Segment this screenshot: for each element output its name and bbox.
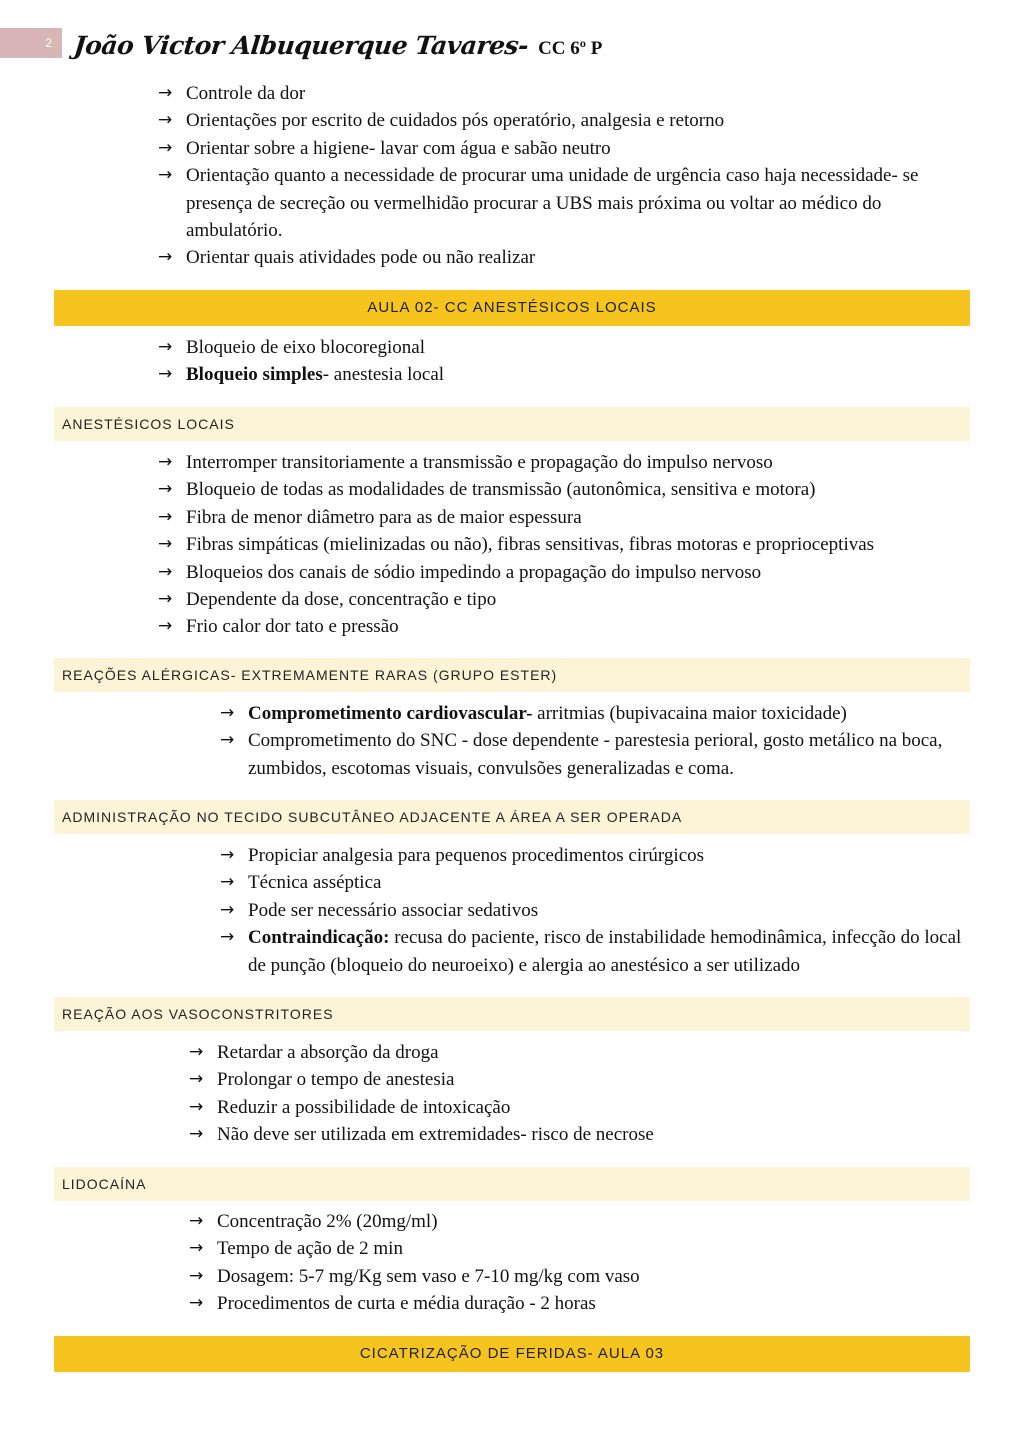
arrow-right-icon: →: [158, 165, 173, 186]
list-item: → Concentração 2% (20mg/ml): [189, 1208, 968, 1235]
intro-list: [158, 80, 968, 272]
arrow-right-icon: →: [158, 506, 173, 527]
arrow-right-icon: →: [220, 845, 235, 865]
arrow-right-icon: →: [189, 1238, 204, 1259]
list-item: → Retardar a absorção da droga: [189, 1039, 968, 1066]
list-item: → Pode ser necessário associar sedativos: [220, 897, 968, 924]
arrow-right-icon: →: [158, 616, 173, 637]
list-item: → Orientar quais atividades pode ou não realizar: [158, 244, 968, 271]
section-header-vasoconstritores: REAÇÃO AOS VASOCONSTRITORES: [54, 997, 970, 1031]
list-item: → Técnica asséptica: [220, 869, 968, 896]
arrow-right-icon: →: [158, 364, 173, 385]
course-label: CC 6º P: [538, 38, 603, 59]
arrow-right-icon: →: [158, 452, 173, 472]
list-item: → Bloqueio de eixo blocoregional: [158, 334, 968, 361]
section-header-lidocaina: LIDOCAÍNA: [54, 1167, 970, 1201]
arrow-right-icon: →: [220, 927, 235, 948]
arrow-right-icon: →: [189, 1124, 204, 1145]
list-item: → Fibras simpáticas (mielinizadas ou não), fibras sensitivas, fibras motoras e proprioceptivas: [158, 531, 968, 558]
arrow-right-icon: →: [220, 703, 235, 723]
arrow-right-icon: →: [158, 337, 173, 357]
section-header-administracao: ADMINISTRAÇÃO NO TECIDO SUBCUTÂNEO ADJACENTE A ÁREA A SER OPERADA: [54, 800, 970, 834]
vasoconstritores-list: [189, 1039, 968, 1149]
lidocaina-list: [189, 1208, 968, 1318]
list-item: → Reduzir a possibilidade de intoxicação: [189, 1094, 968, 1121]
list-item: → Contraindicação: recusa do paciente, risco de instabilidade hemodinâmica, infecção do local de punção (bloqueio do neuroeixo) e alergia ao anestésico a ser utilizado: [220, 924, 968, 979]
section-header-aula03: CICATRIZAÇÃO DE FERIDAS- AULA 03: [54, 1336, 970, 1372]
arrow-right-icon: →: [189, 1042, 204, 1062]
author-name: João Victor Albuquerque Tavares-: [72, 31, 530, 60]
list-item: → Bloqueios dos canais de sódio impedindo a propagação do impulso nervoso: [158, 559, 968, 586]
arrow-right-icon: →: [158, 83, 173, 103]
administracao-list: [220, 842, 968, 979]
arrow-right-icon: →: [189, 1211, 204, 1231]
anestesicos-list: [158, 449, 968, 641]
arrow-right-icon: →: [189, 1069, 204, 1090]
bloqueio-list: [158, 334, 968, 389]
arrow-right-icon: →: [158, 561, 173, 582]
list-item: → Não deve ser utilizada em extremidades- risco de necrose: [189, 1121, 968, 1148]
list-item: → Fibra de menor diâmetro para as de maior espessura: [158, 504, 968, 531]
page-number: 2: [0, 28, 62, 58]
document-header: [74, 28, 602, 64]
section-header-reacoes-alergicas: REAÇÕES ALÉRGICAS- EXTREMAMENTE RARAS (GRUPO ESTER): [54, 658, 970, 692]
arrow-right-icon: →: [158, 247, 173, 268]
arrow-right-icon: →: [158, 589, 173, 610]
list-item: → Controle da dor: [158, 80, 968, 107]
list-item: → Bloqueio simples- anestesia local: [158, 361, 968, 388]
arrow-right-icon: →: [189, 1096, 204, 1117]
section-header-aula02: AULA 02- CC ANESTÉSICOS LOCAIS: [54, 290, 970, 326]
arrow-right-icon: →: [189, 1265, 204, 1286]
list-item: → Interromper transitoriamente a transmissão e propagação do impulso nervoso: [158, 449, 968, 476]
list-item: → Comprometimento cardiovascular- arritmias (bupivacaina maior toxicidade): [220, 700, 968, 727]
list-item: → Orientação quanto a necessidade de procurar uma unidade de urgência caso haja necessidade- se presença de secreção ou vermelhidão procurar a UBS mais próxima ou voltar ao médico do ambulatório.: [158, 162, 968, 244]
list-item: → Bloqueio de todas as modalidades de transmissão (autonômica, sensitiva e motora): [158, 476, 968, 503]
list-item: → Propiciar analgesia para pequenos procedimentos cirúrgicos: [220, 842, 968, 869]
list-item: → Tempo de ação de 2 min: [189, 1235, 968, 1262]
section-header-anestesicos: ANESTÉSICOS LOCAIS: [54, 407, 970, 441]
list-item: → Dosagem: 5-7 mg/Kg sem vaso e 7-10 mg/kg com vaso: [189, 1263, 968, 1290]
arrow-right-icon: →: [220, 872, 235, 893]
arrow-right-icon: →: [158, 137, 173, 158]
list-item: → Dependente da dose, concentração e tipo: [158, 586, 968, 613]
list-item: → Orientações por escrito de cuidados pós operatório, analgesia e retorno: [158, 107, 968, 134]
list-item: → Prolongar o tempo de anestesia: [189, 1066, 968, 1093]
list-item: → Orientar sobre a higiene- lavar com água e sabão neutro: [158, 135, 968, 162]
arrow-right-icon: →: [189, 1293, 204, 1314]
arrow-right-icon: →: [158, 479, 173, 500]
list-item: → Procedimentos de curta e média duração - 2 horas: [189, 1290, 968, 1317]
arrow-right-icon: →: [220, 899, 235, 920]
reacoes-list: [220, 700, 968, 782]
arrow-right-icon: →: [158, 534, 173, 555]
list-item: → Comprometimento do SNC - dose dependente - parestesia perioral, gosto metálico na boca, zumbidos, escotomas visuais, convulsões generalizadas e coma.: [220, 727, 968, 782]
list-item: → Frio calor dor tato e pressão: [158, 613, 968, 640]
arrow-right-icon: →: [158, 110, 173, 131]
arrow-right-icon: →: [220, 730, 235, 751]
